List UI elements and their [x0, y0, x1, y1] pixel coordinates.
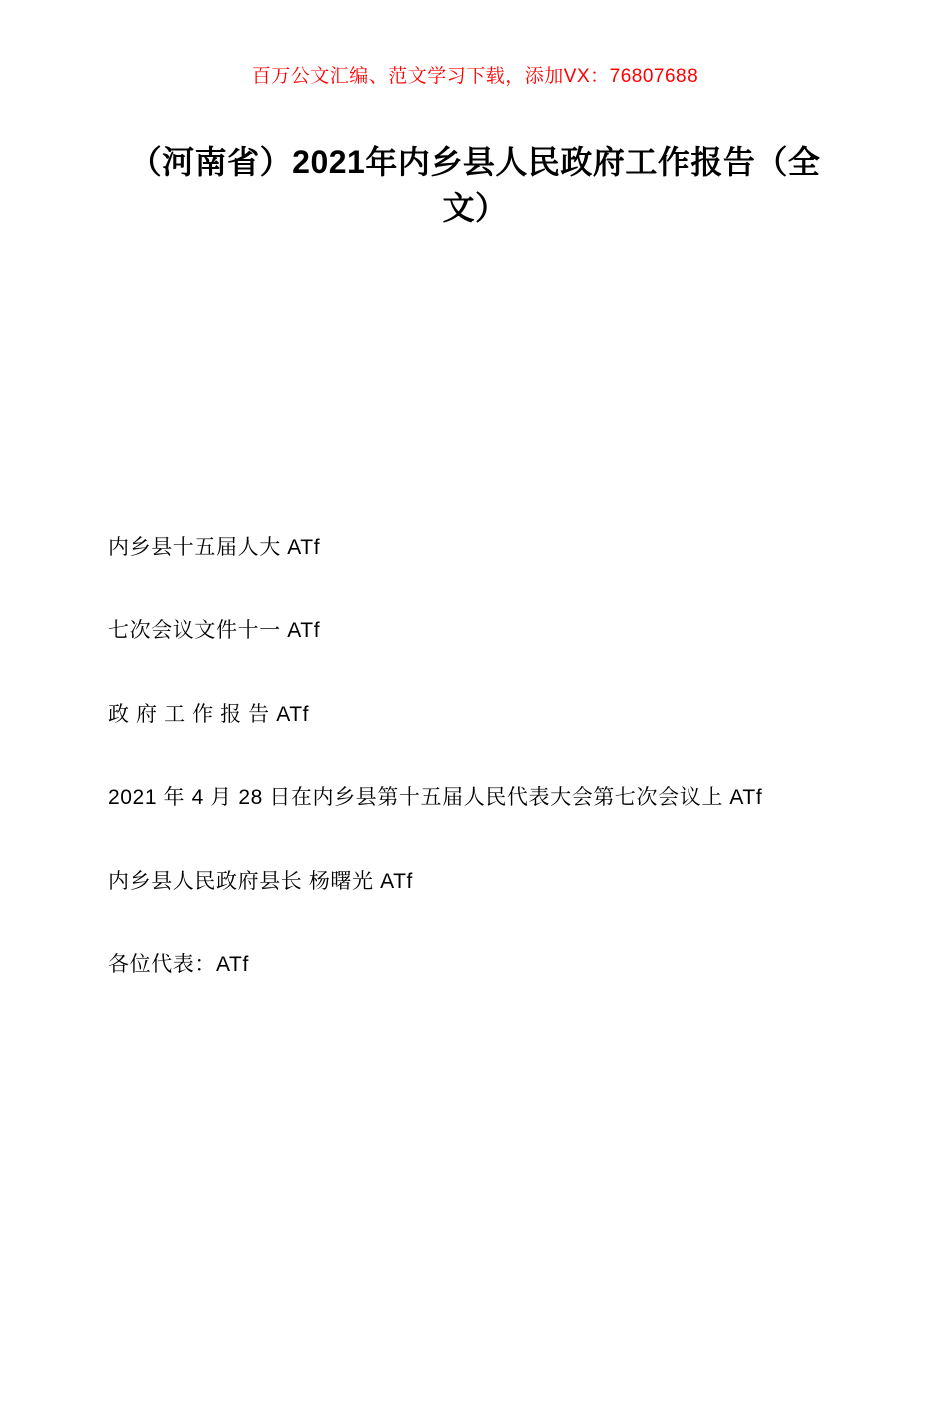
paragraph: 七次会议文件十一 ATf: [108, 619, 321, 643]
page-title: （河南省）2021年内乡县人民政府工作报告（全文）: [129, 143, 821, 227]
paragraph: 内乡县人民政府县长 杨曙光 ATf: [108, 869, 413, 893]
document-body: [66, 532, 884, 981]
advertisement-banner: 百万公文汇编、范文学习下载，添加VX：76807688: [251, 66, 699, 87]
paragraph: 2021 年 4 月 28 日在内乡县第十五届人民代表大会第七次会议上 ATf: [108, 786, 763, 810]
paragraph: 各位代表：ATf: [108, 953, 249, 977]
paragraph: 政 府 工 作 报 告 ATf: [108, 702, 310, 726]
document-page: [0, 66, 950, 1410]
paragraph: 内乡县十五届人大 ATf: [108, 535, 321, 559]
